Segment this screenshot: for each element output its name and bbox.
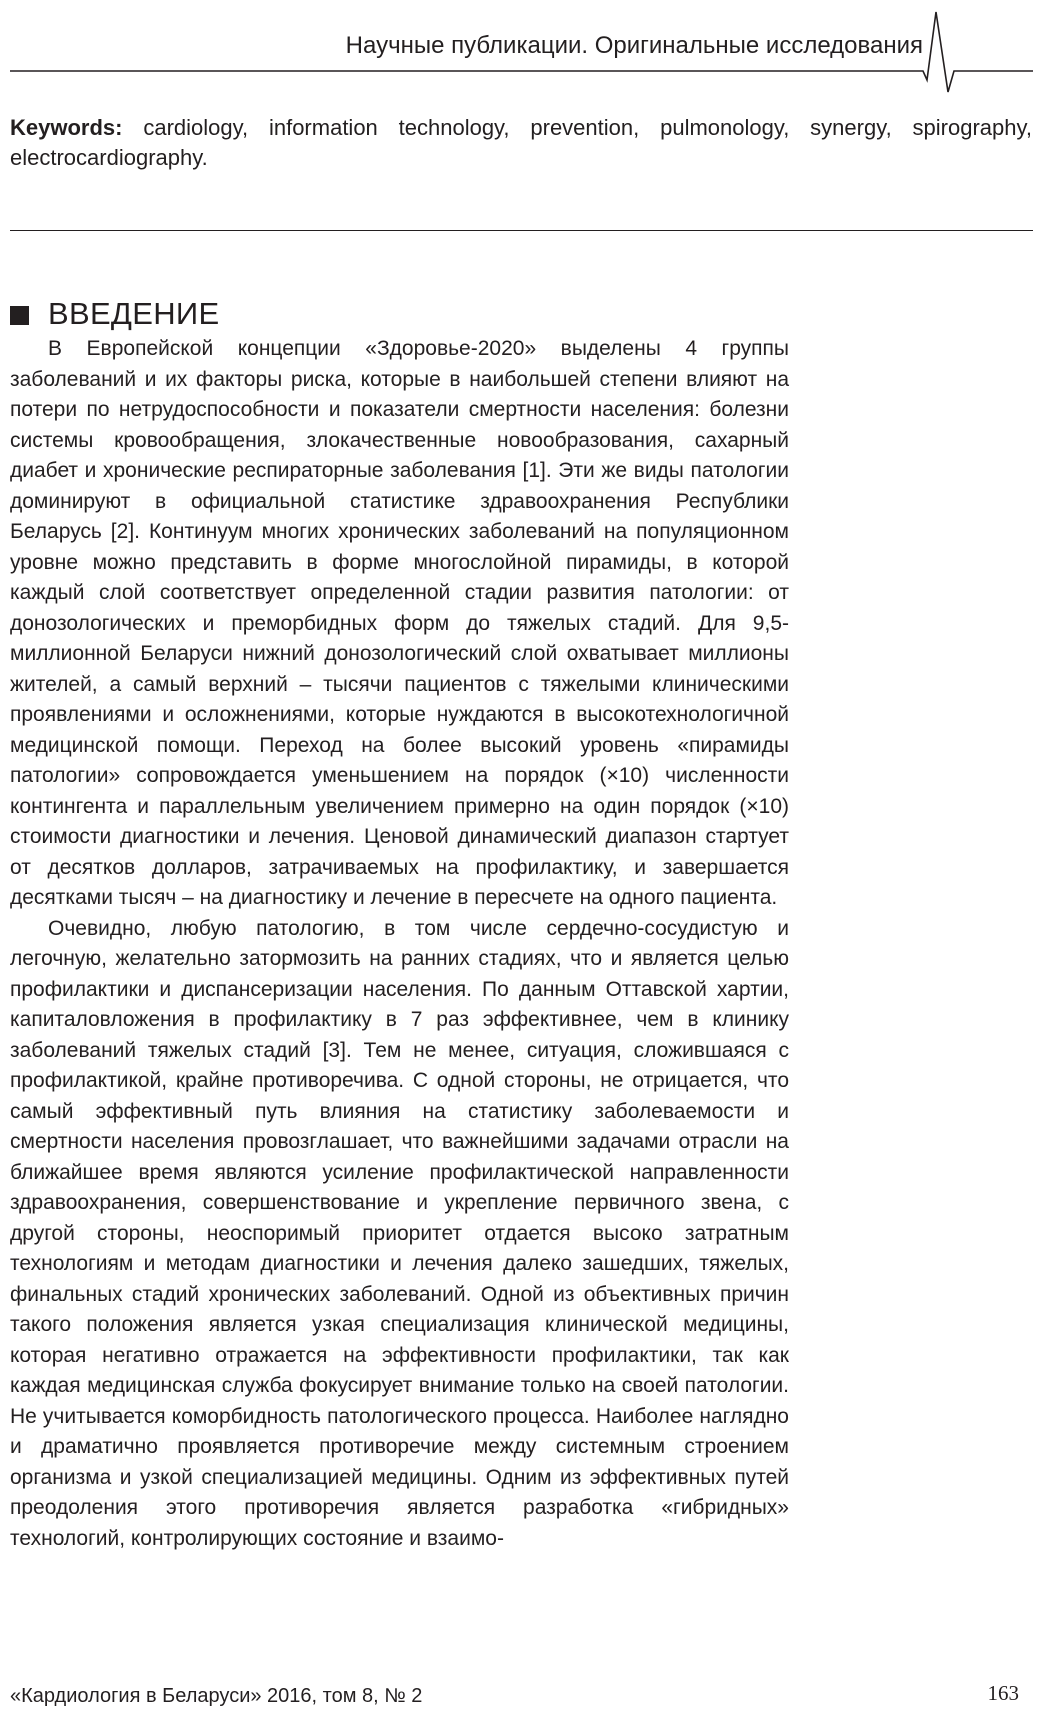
ecg-line-icon — [0, 0, 1039, 100]
keywords-label: Keywords: — [10, 115, 123, 140]
section-divider — [10, 230, 1033, 231]
footer-journal-citation: «Кардиология в Беларуси» 2016, том 8, № 2 — [10, 1685, 423, 1707]
running-header-title: Научные публикации. Оригинальные исследования — [345, 32, 923, 59]
keywords — [10, 113, 1032, 173]
keywords-text: cardiology, information technology, prevention, pulmonology, synergy, spirography, electrocardiography. — [10, 115, 1032, 170]
section-title: ВВЕДЕНИЕ — [48, 296, 220, 331]
paragraph: В Европейской концепции «Здоровье-2020» выделены 4 группы заболеваний и их факторы риска, которые в наибольшей степени влияют на потери по нетрудоспособности и показатели смертности населения: болезни системы кровообращения, злокачественные новообразования, сахарный диабет и хронические респираторные заболевания [1]. Эти же виды патологии доминируют в официальной статистике здравоохранения Республики Беларусь [2]. Континуум многих хронических заболеваний на популяционном уровне можно представить в форме многослойной пирамиды, в которой каждый слой соответствует определенной стадии развития патологии: от донозологических и преморбидных форм до тяжелых стадий. Для 9,5-миллионной Беларуси нижний донозологический слой охватывает миллионы жителей, а самый верхний – тысячи пациентов с тяжелыми клиническими проявлениями и осложнениями, которые нуждаются в высокотехнологичной медицинской помощи. Переход на более высокий уровень «пирамиды патологии» сопровождается уменьшением на порядок (×10) численности контингента и параллельным увеличением примерно на один порядок (×10) стоимости диагностики и лечения. Ценовой динамический диапазон стартует от десятков долларов, затрачиваемых на профилактику, и завершается десятками тысяч – на диагностику и лечение в пересчете на одного пациента. — [10, 337, 789, 909]
page-number: 163 — [987, 1681, 1019, 1705]
section-heading — [10, 294, 219, 334]
running-header — [0, 0, 1039, 100]
square-bullet-icon — [10, 306, 29, 325]
paragraph: Очевидно, любую патологию, в том числе сердечно-сосудистую и легочную, желательно затормозить на ранних стадиях, что и является целью профилактики и диспансеризации населения. По данным Оттавской хартии, капиталовложения в профилактику в 7 раз эффективнее, чем в клинику заболеваний тяжелых стадий [3]. Тем не менее, ситуация, сложившаяся с профилактикой, крайне противоречива. С одной стороны, не отрицается, что самый эффективный путь влияния на статистику заболеваемости и смертности населения провозглашает, что важнейшими задачами отрасли на ближайшее время являются усиление профилактической направленности здравоохранения, совершенствование и укрепление первичного звена, с другой стороны, неоспоримый приоритет отдается высоко затратным технологиям и методам диагностики и лечения далеко зашедших, тяжелых, финальных стадий хронических заболеваний. Одной из объективных причин такого положения является узкая специализация клинической медицины, которая негативно отражается на эффективности профилактики, так как каждая медицинская служба фокусирует внимание только на своей патологии. Не учитывается коморбидность патологического процесса. Наиболее наглядно и драматично проявляется противоречие между системным строением организма и узкой специализацией медицины. Одним из эффективных путей преодоления этого противоречия является разработка «гибридных» технологий, контролирующих состояние и взаимо- — [10, 916, 789, 1550]
article-body — [10, 334, 789, 1554]
